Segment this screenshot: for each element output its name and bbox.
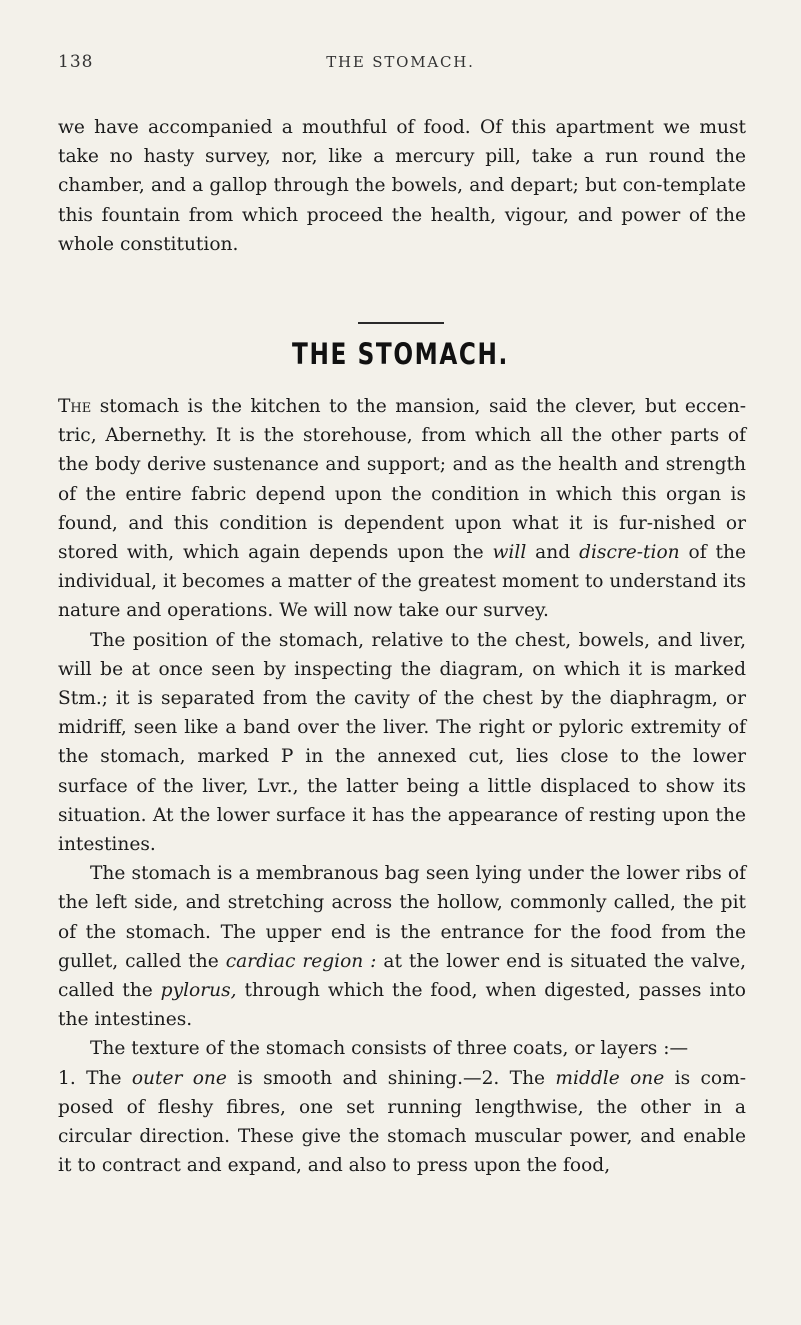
p3-emphasis-pylorus: pylorus, (160, 980, 237, 1002)
section-title: THE STOMACH. (292, 337, 509, 371)
p1-emphasis-will: will (492, 542, 527, 564)
paragraph-4: The texture of the stomach consists of three coats, or layers :— (90, 1038, 689, 1060)
paragraph-3 (58, 859, 746, 1034)
p5-text-c: is com-posed of fleshy fibres, one set running lengthwise, the other in a circular direction. These give the stomach muscular power, and enable it to contract and expand, and also to press upon the food, (58, 1067, 747, 1177)
p1-text-a: stomach is the kitchen to the mansion, said the clever, but eccen-tric, Abernethy. It is the storehouse, from which all the other parts of the body derive sustenance and support; and as the health and strength of the entire fabric depend upon the condition in which this organ is found, and this condition is dependent upon what it is fur-nished or stored with, which again depends upon the (58, 396, 746, 564)
lead-word: The (58, 396, 92, 417)
p3-text-a: The stomach is a membranous bag seen lying under the lower ribs of the left side, and stretching across the hollow, commonly called, the pit of the stomach. The upper end is the entrance for the food from the gullet, called the (58, 863, 746, 972)
p1-emphasis-discretion: discre-tion (579, 542, 680, 564)
p5-text-b: is smooth and shining.—2. The (226, 1067, 556, 1089)
paragraph-2: The position of the stomach, relative to the chest, bowels, and liver, will be at once seen by inspecting the diagram, on which it is marked Stm.; it is separated from the cavity of the chest by the diaphragm, or midriff, seen like a band over the liver. The right or pyloric extremity of the stomach, marked P in the annexed cut, lies close to the lower surface of the liver, Lvr., the latter being a little displaced to show its situation. At the lower surface it has the appearance of resting upon the intestines. (58, 629, 746, 856)
page-number: 138 (58, 52, 94, 72)
p1-text-c: of the individual, it becomes a matter of the greatest moment to understand its nature and operations. We will now take our survey. (58, 542, 746, 622)
p3-text-b: at the lower end is situated the valve, called the (58, 950, 746, 1002)
section-body (58, 392, 746, 1180)
p5-emphasis-outer: outer one (131, 1067, 227, 1089)
p3-emphasis-cardiac: cardiac region : (225, 950, 377, 972)
section-divider (358, 322, 444, 324)
p1-text-b: and (526, 542, 580, 564)
p5-text-a: 1. The (58, 1067, 132, 1089)
p3-text-c: through which the food, when digested, passes into the intestines. (58, 980, 746, 1031)
page-header (58, 52, 743, 76)
intro-paragraph: we have accompanied a mouthful of food. Of this apartment we must take no hasty survey, nor, like a mercury pill, take a run round the chamber, and a gallop through the bowels, and depart; but con-template this fountain from which proceed the health, vigour, and power of the whole constitution. (58, 117, 746, 255)
intro-text (58, 113, 746, 259)
paragraph-5 (58, 1064, 746, 1181)
p5-emphasis-middle: middle one (555, 1067, 665, 1089)
paragraph-1 (58, 392, 746, 626)
running-title: THE STOMACH. (326, 53, 475, 71)
